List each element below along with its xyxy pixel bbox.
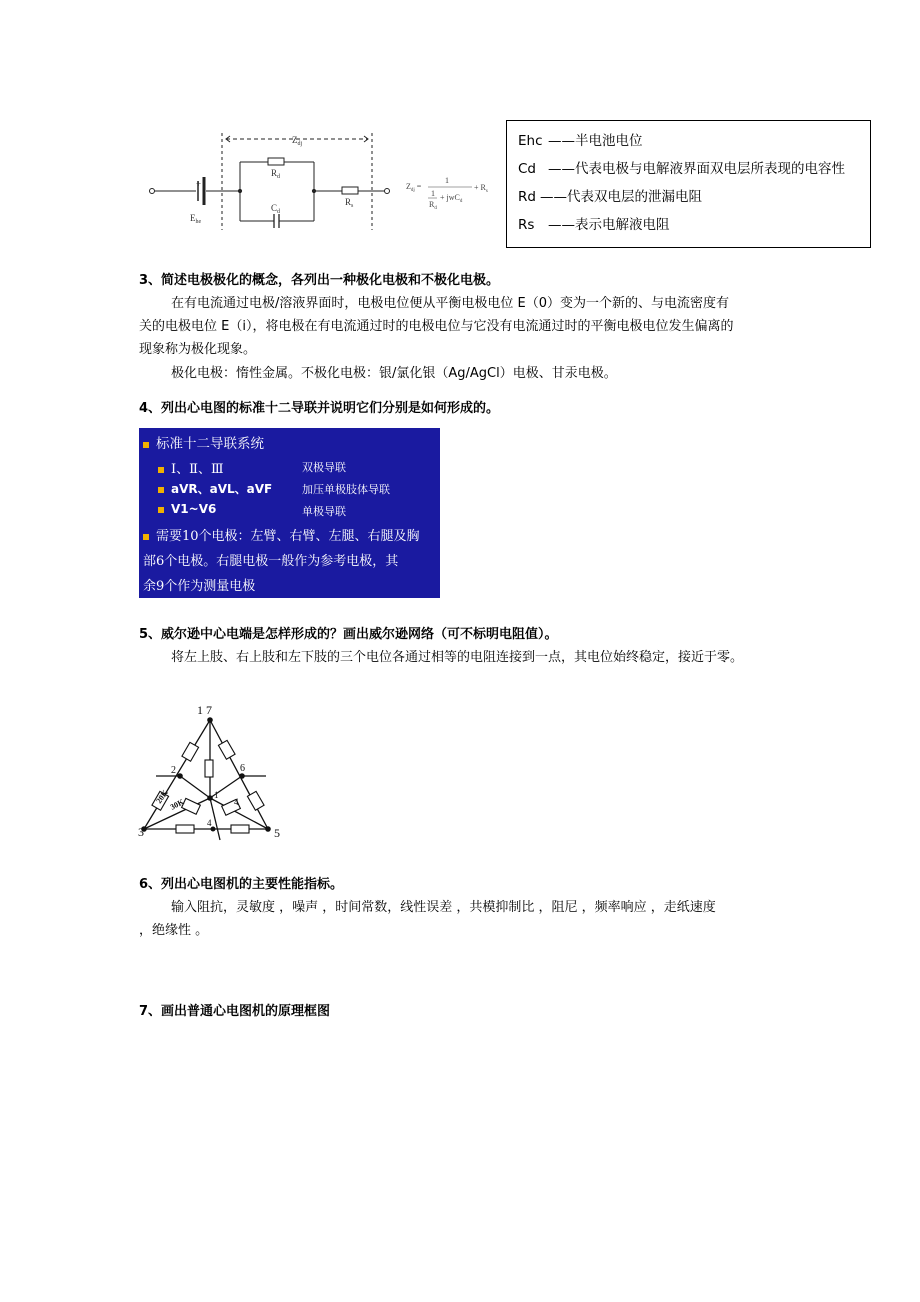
bullet-icon bbox=[158, 507, 164, 513]
q3-answer-line2: 关的电极电位 E（i），将电极在有电流通过时的电极电位与它没有电流通过时的平衡电极电位发生偏离的 bbox=[139, 319, 734, 334]
resistor-label-30k: 30K bbox=[168, 797, 186, 812]
bullet-icon bbox=[158, 487, 164, 493]
lead-row-precordial: V1~V6 bbox=[158, 502, 216, 516]
node-label-5: 5 bbox=[274, 826, 280, 840]
q4-heading: 4、列出心电图的标准十二导联并说明它们分别是如何形成的。 bbox=[139, 401, 500, 416]
node-label-6: 6 bbox=[240, 763, 245, 774]
lead-row-augmented: aVR、aVL、aVF bbox=[158, 480, 272, 497]
bullet-icon bbox=[158, 467, 164, 473]
legend-row-rd: Rd ——代表双电层的泄漏电阻 bbox=[518, 189, 702, 205]
lead-row-precordial-desc: 单极导联 bbox=[302, 505, 346, 518]
svg-text:Rd: $R_d$ bbox=[429, 200, 437, 211]
lead-panel-note-line1: 需要10个电极：左臂、右臂、左腿、右腿及胸 bbox=[143, 525, 420, 544]
q3-heading: 3、简述电极极化的概念，各列出一种极化电极和不极化电极。 bbox=[139, 273, 500, 288]
ehe-label: $E_{he}$ bbox=[190, 213, 202, 225]
node-label-3: 3 bbox=[138, 825, 144, 839]
q5-answer: 将左上肢、右上肢和左下肢的三个电位各通过相等的电阻连接到一点，其电位始终稳定，接近于零。 bbox=[171, 650, 744, 665]
legend-row-ehc: Ehc ——半电池电位 bbox=[518, 133, 643, 149]
lead-row-bipolar-desc: 双极导联 bbox=[302, 461, 346, 474]
battery-plus-sign: + bbox=[196, 179, 202, 189]
resistor-label-20k: 20K bbox=[154, 788, 170, 806]
node-label-4-right: 4 bbox=[234, 797, 239, 807]
lead-panel-note-line3: 余9个作为测量电极 bbox=[143, 579, 256, 594]
q3-answer-line3: 现象称为极化现象。 bbox=[139, 342, 257, 357]
legend-row-cd: Cd ——代表电极与电解液界面双电层所表现的电容性 bbox=[518, 161, 845, 177]
q5-heading: 5、威尔逊中心电端是怎样形成的？画出威尔逊网络（可不标明电阻值）。 bbox=[139, 627, 558, 642]
q3-answer-line1: 在有电流通过电极/溶液界面时，电极电位便从平衡电极电位 E（0）变为一个新的、与电流密度有 bbox=[171, 296, 729, 311]
node-label-4-bottom: 4 bbox=[207, 818, 212, 828]
q6-answer-line1: 输入阻抗，灵敏度 ，噪声 ，时间常数，线性误差 ，共模抑制比 ，阻尼 ，频率响应 ，走纸速度 bbox=[171, 900, 716, 915]
legend-row-rs: Rs ——表示电解液电阻 bbox=[518, 217, 670, 233]
rs-label: $R_s$ bbox=[345, 197, 354, 209]
q7-heading: 7、画出普通心电图机的原理框图 bbox=[139, 1004, 331, 1019]
q6-answer-line2: ，绝缘性 。 bbox=[139, 923, 209, 938]
q6-heading: 6、列出心电图机的主要性能指标。 bbox=[139, 877, 344, 892]
svg-text:+ jwCd: + jwC$_d$ bbox=[440, 193, 463, 204]
twelve-lead-panel bbox=[139, 428, 440, 598]
svg-text:+ Rs: + $R_s$ bbox=[474, 183, 488, 194]
electrode-equivalent-circuit bbox=[140, 125, 500, 235]
lead-row-bipolar: Ⅰ、Ⅱ、Ⅲ bbox=[158, 458, 224, 477]
node-label-1: 1 bbox=[214, 790, 219, 800]
lead-panel-title: 标准十二导联系统 bbox=[143, 432, 264, 452]
svg-text:1: 1 bbox=[445, 176, 449, 185]
zdj-label: $Z_{dj}$ bbox=[292, 135, 303, 147]
svg-text:1: 1 bbox=[431, 189, 435, 198]
cd-label: $C_d$ bbox=[271, 203, 281, 215]
rd-label: $R_d$ bbox=[271, 168, 281, 180]
circuit-legend-box bbox=[506, 120, 871, 248]
wilson-network-diagram bbox=[136, 700, 286, 845]
q3-electrode-types: 极化电极：惰性金属。不极化电极：银/氯化银（Ag/AgCl）电极、甘汞电极。 bbox=[171, 366, 617, 381]
node-label-1-7: 1 7 bbox=[197, 703, 212, 717]
bullet-icon bbox=[143, 442, 149, 448]
lead-panel-note-line2: 部6个电极。右腿电极一般作为参考电极，其 bbox=[143, 554, 399, 569]
impedance-formula bbox=[406, 176, 488, 211]
node-label-2: 2 bbox=[171, 765, 176, 776]
svg-text:Zdj=: $Z_{dj}$ = bbox=[406, 182, 422, 193]
lead-row-augmented-desc: 加压单极肢体导联 bbox=[302, 483, 390, 496]
bullet-icon bbox=[143, 534, 149, 540]
